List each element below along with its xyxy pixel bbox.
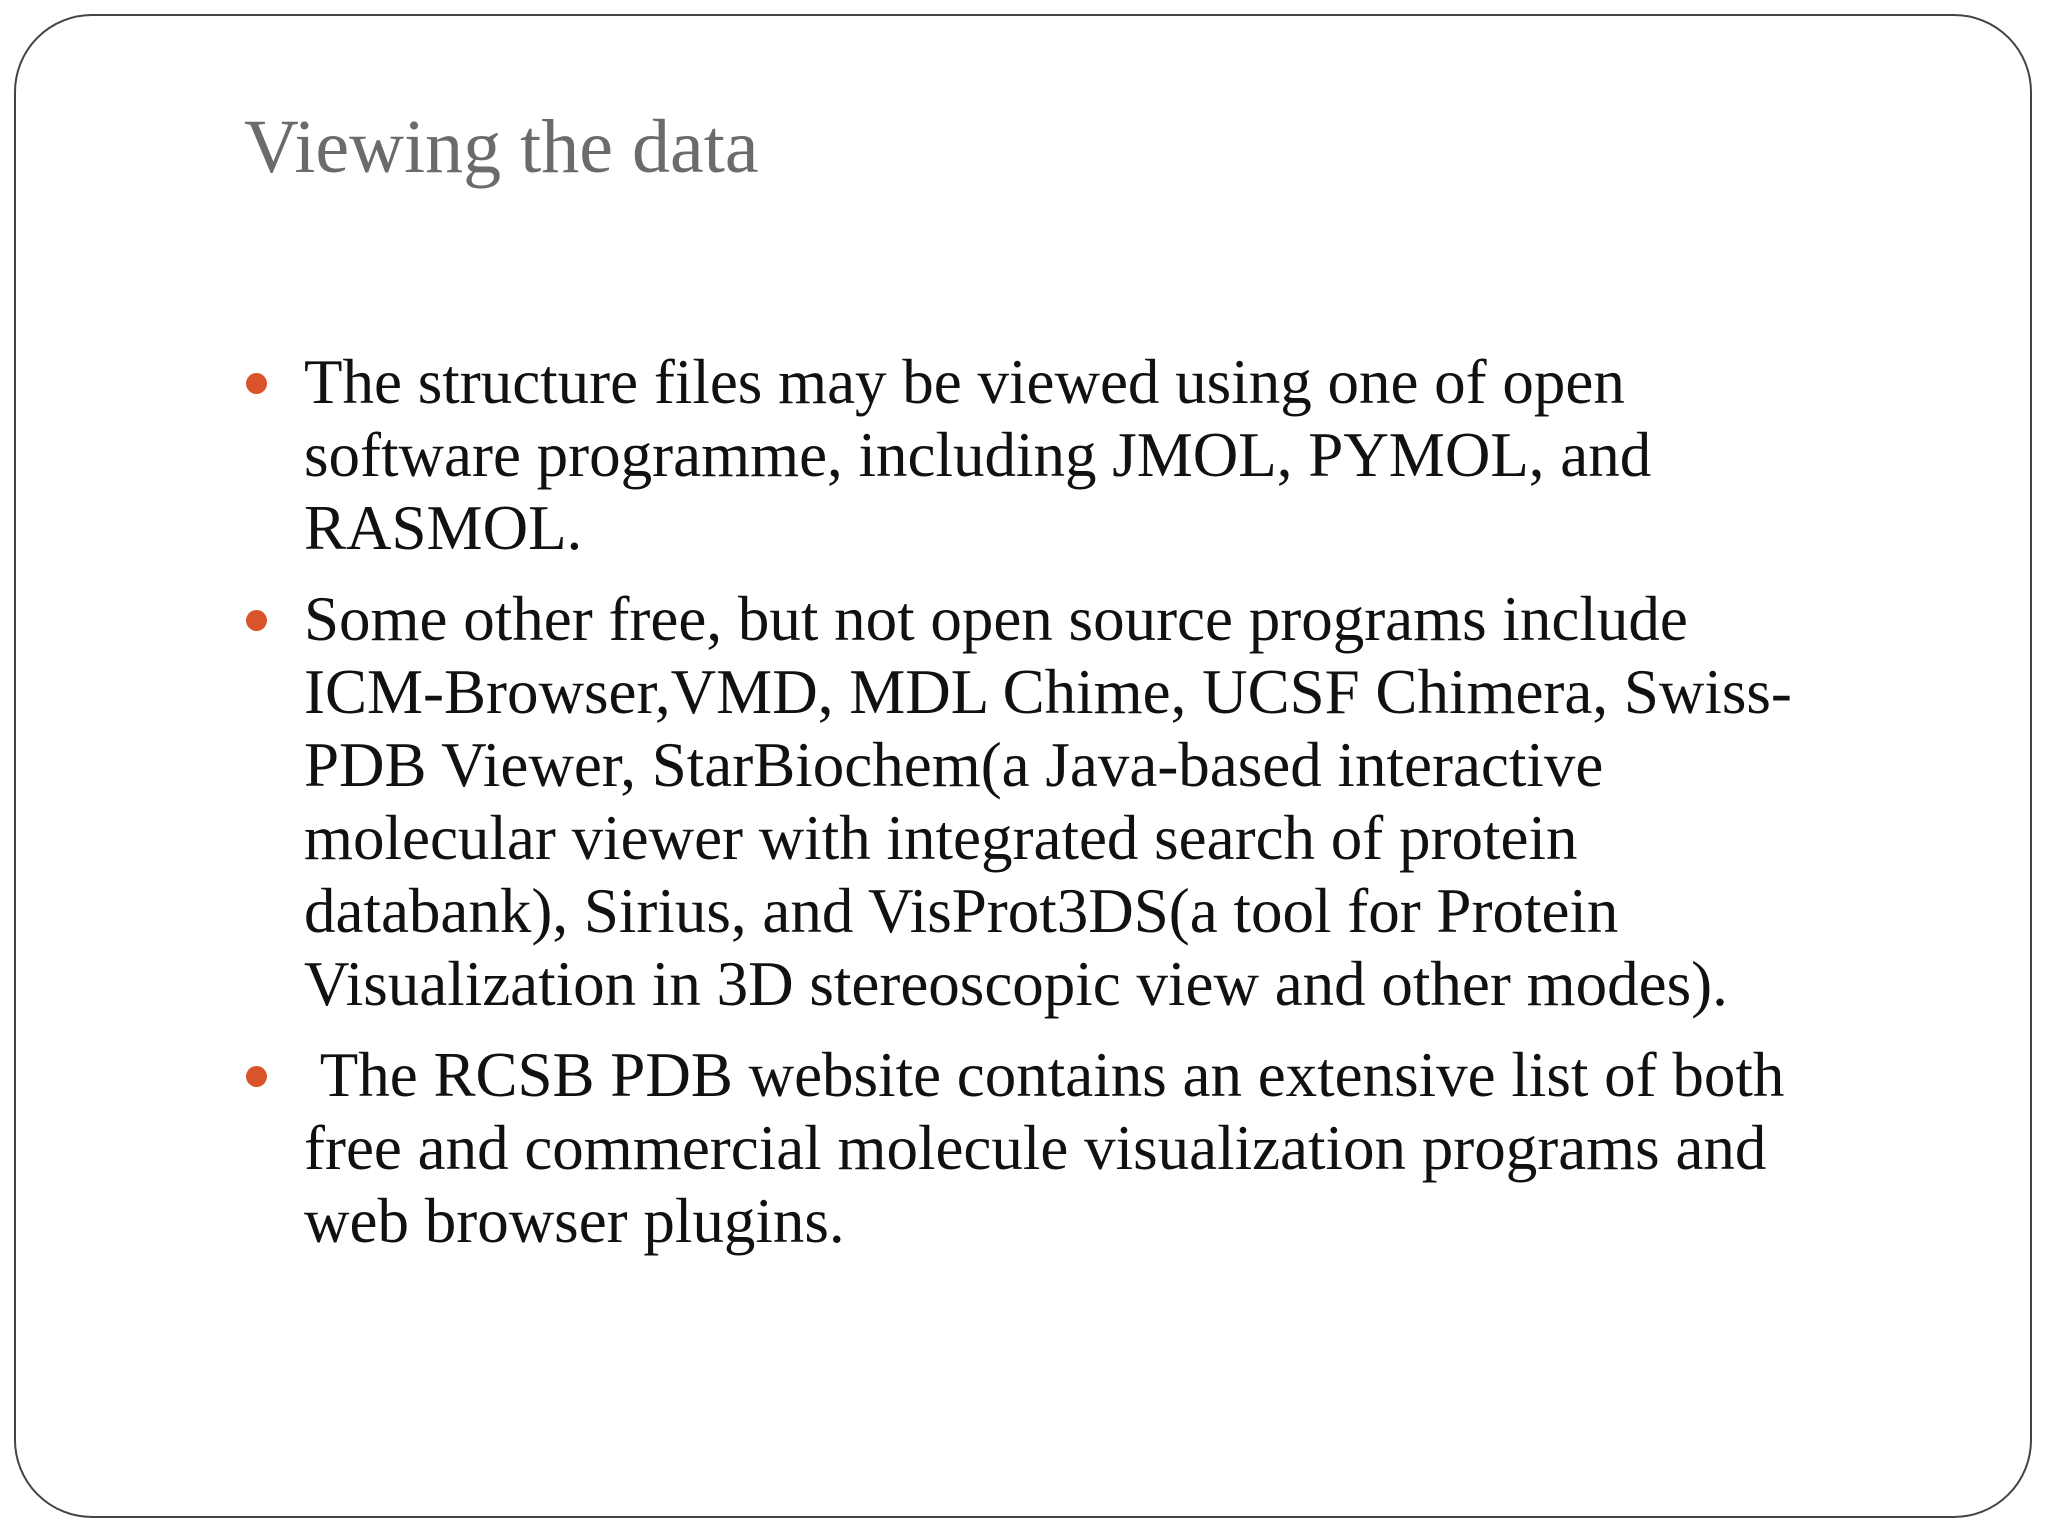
bullet-line: PDB Viewer, StarBiochem(a Java-based interactive: [304, 730, 1604, 800]
bullet-dot-icon: [246, 1066, 267, 1087]
bullet-line: The structure files may be viewed using one of open: [304, 347, 1625, 417]
bullet-list: [304, 346, 1944, 1276]
bullet-line: Some other free, but not open source programs include: [304, 584, 1688, 654]
bullet-line: databank), Sirius, and VisProt3DS(a tool for Protein: [304, 876, 1619, 946]
bullet-item-free-programs: [304, 583, 1944, 1021]
bullet-item-rcsb: [304, 1039, 1944, 1258]
bullet-dot-icon: [246, 373, 267, 394]
bullet-line: molecular viewer with integrated search of protein: [304, 803, 1578, 873]
bullet-line: RASMOL.: [304, 493, 583, 563]
bullet-item-viewers: [304, 346, 1944, 565]
bullet-line: ICM-Browser,VMD, MDL Chime, UCSF Chimera, Swiss-: [304, 657, 1792, 727]
bullet-line: free and commercial molecule visualization programs and: [304, 1113, 1767, 1183]
bullet-dot-icon: [246, 610, 267, 631]
slide-frame: [14, 14, 2032, 1518]
bullet-line: The RCSB PDB website contains an extensive list of both: [304, 1040, 1785, 1110]
bullet-line: Visualization in 3D stereoscopic view and other modes).: [304, 949, 1728, 1019]
bullet-line: software programme, including JMOL, PYMOL, and: [304, 420, 1652, 490]
slide-title: Viewing the data: [244, 105, 759, 189]
bullet-line: web browser plugins.: [304, 1186, 845, 1256]
